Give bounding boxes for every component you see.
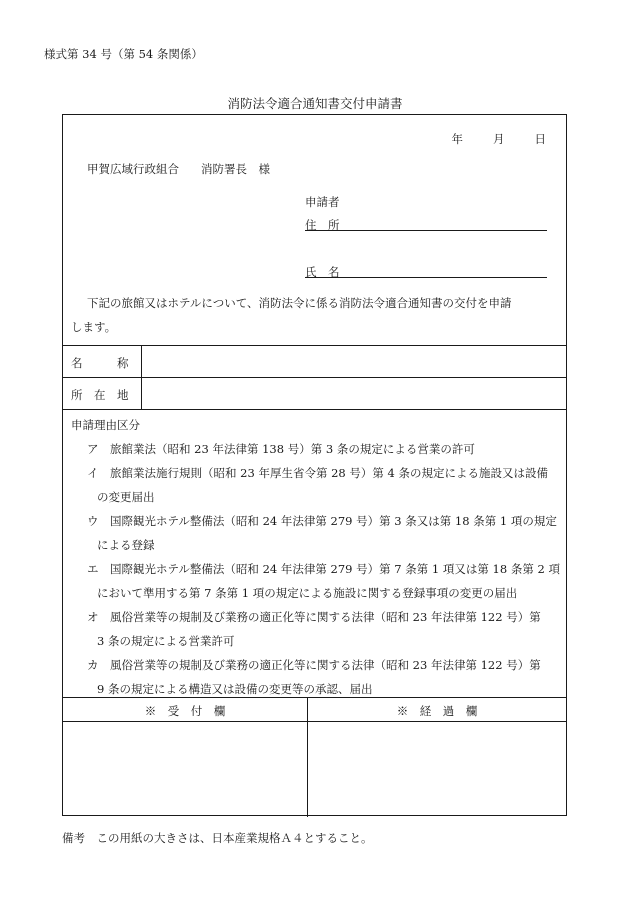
progress-box[interactable] xyxy=(310,723,565,815)
reason-text-cont: において準用する第 7 条第 1 項の規定による施設に関する登録事項の変更の届出 xyxy=(97,586,518,600)
reason-item-a[interactable] xyxy=(87,441,475,457)
reason-item-e[interactable] xyxy=(87,561,560,577)
reason-text-cont: による登録 xyxy=(97,538,155,552)
reason-text-cont: の変更届出 xyxy=(97,490,155,504)
facility-name-field[interactable] xyxy=(147,347,557,375)
addressee-chief: 消防署長 様 xyxy=(201,162,270,176)
reason-mark: イ xyxy=(87,466,99,480)
reason-text: 国際観光ホテル整備法（昭和 24 年法律第 279 号）第 3 条又は第 18 条第 1 項の規定 xyxy=(110,514,557,528)
reason-text: 旅館業法（昭和 23 年法律第 138 号）第 3 条の規定による営業の許可 xyxy=(110,442,475,456)
applicant-heading: 申請者 xyxy=(305,195,340,209)
divider xyxy=(63,697,566,698)
reason-mark: ア xyxy=(87,442,99,456)
receipt-box-label: ※ 受 付 欄 xyxy=(144,704,226,718)
facility-location-label: 所 在 地 xyxy=(71,388,129,402)
reason-mark: カ xyxy=(87,658,99,672)
divider xyxy=(63,409,566,410)
addressee-org: 甲賀広域行政組合 xyxy=(87,162,179,176)
reason-text: 風俗営業等の規制及び業務の適正化等に関する法律（昭和 23 年法律第 122 号）第 xyxy=(110,658,541,672)
note: 備考 この用紙の大きさは、日本産業規格Ａ４とすること。 xyxy=(62,831,373,845)
facility-name-label: 名 称 xyxy=(71,356,129,370)
reason-mark: オ xyxy=(87,610,99,624)
progress-box-label: ※ 経 過 欄 xyxy=(396,704,478,718)
reason-text: 国際観光ホテル整備法（昭和 24 年法律第 279 号）第 7 条第 1 項又は第 18 条第 2 項 xyxy=(110,562,560,576)
reason-item-o[interactable] xyxy=(87,609,541,625)
addressee xyxy=(87,161,270,177)
date-year[interactable]: 年 xyxy=(451,132,463,146)
divider xyxy=(63,721,566,722)
form-number: 様式第 34 号（第 54 条関係） xyxy=(44,47,203,61)
address-field[interactable] xyxy=(305,230,547,231)
date-month[interactable]: 月 xyxy=(493,132,505,146)
divider xyxy=(63,377,566,378)
reason-text: 風俗営業等の規制及び業務の適正化等に関する法律（昭和 23 年法律第 122 号）第 xyxy=(110,610,541,624)
reason-text-cont: 9 条の規定による構造又は設備の変更等の承認、届出 xyxy=(97,682,373,696)
request-text-line-1: 下記の旅館又はホテルについて、消防法令に係る消防法令適合通知書の交付を申請 xyxy=(87,296,512,310)
reason-item-u[interactable] xyxy=(87,513,557,529)
reason-item-ka[interactable] xyxy=(87,657,541,673)
facility-location-field[interactable] xyxy=(147,379,557,407)
reason-heading: 申請理由区分 xyxy=(71,418,140,432)
date-row xyxy=(452,131,547,147)
receipt-box[interactable] xyxy=(65,723,305,815)
document-title: 消防法令適合通知書交付申請書 xyxy=(227,96,403,111)
reason-mark: エ xyxy=(87,562,99,576)
reason-mark: ウ xyxy=(87,514,99,528)
reason-text: 旅館業法施行規則（昭和 23 年厚生省令第 28 号）第 4 条の規定による施設又は設備 xyxy=(110,466,549,480)
date-day[interactable]: 日 xyxy=(534,132,546,146)
reason-text-cont: 3 条の規定による営業許可 xyxy=(97,634,235,648)
name-label: 氏 名 xyxy=(305,265,340,279)
reason-item-i[interactable] xyxy=(87,465,548,481)
name-field[interactable] xyxy=(305,277,547,278)
application-form xyxy=(62,114,567,816)
request-text-line-2: します。 xyxy=(71,320,117,334)
divider xyxy=(63,345,566,346)
address-label: 住 所 xyxy=(305,218,340,232)
